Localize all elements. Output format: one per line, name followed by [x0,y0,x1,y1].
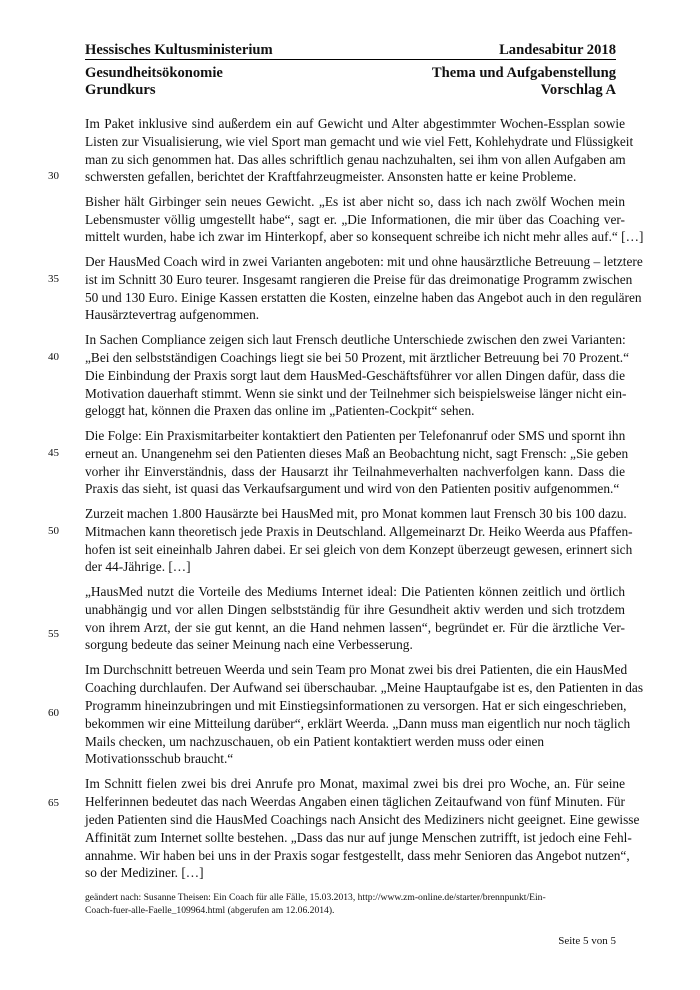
source-citation-line: geändert nach: Susanne Theisen: Ein Coach für alle Fälle, 15.03.2013, http://www.zm-online.de/starter/brennpunkt/Ein- [85,892,546,903]
text-line: sorgung bedeute das seiner Meinung nach eine Verbesserung. [85,637,413,652]
text-line: geloggt hat, können die Praxen das online im „Patienten-Cockpit“ sehen. [85,403,475,418]
text-line: ist im Schnitt 30 Euro teurer. Insgesamt rangieren die Preise für das dreimonatige Programm zwischen [85,272,633,287]
text-line: Die Einbindung der Praxis sorgt laut dem HausMed-Geschäftsführer vor allen Dingen dafür, dass die [85,368,625,383]
text-line: Der HausMed Coach wird in zwei Varianten angeboten: mit und ohne hausärztliche Betreuung – letztere [85,254,643,269]
text-line: Coaching durchlaufen. Der Aufwand sei überschaubar. „Meine Hauptaufgabe ist es, den Patienten in das [85,680,644,695]
text-line: Motivation dauerhaft stimmt. Wenn sie sinkt und der Teilnehmer sich beispielsweise länger nicht ein- [85,386,627,401]
text-line: Im Schnitt fielen zwei bis drei Anrufe pro Monat, maximal zwei bis drei pro Woche, an. Für seine [85,776,625,791]
text-line: In Sachen Compliance zeigen sich laut Frensch deutliche Unterschiede zwischen den zwei Varianten: [85,332,626,347]
text-line: Im Paket inklusive sind außerdem ein auf Gewicht und Alter abgestimmter Wochen-Essplan sowie [85,116,625,131]
text-line: der 44-Jährige. […] [85,559,191,574]
header-row-2 [85,65,616,82]
header-row-1 [85,42,616,59]
text-line: jeden Patienten sind die HausMed Coachings nach Ansicht des Mediziners nicht geeignet. Eine gewisse [85,812,640,827]
subject-name: Gesundheitsökonomie [85,65,223,81]
line-number: 55 [48,628,59,640]
text-line: Mails checken, um nachzuschauen, ob ein Patient kontaktiert werden muss oder einen [85,734,545,749]
text-line: man zu sich genommen hat. Das alles schriftlich genau nachzuhalten, sei ihm von allen Aufgaben am [85,152,626,167]
page-number: Seite 5 von 5 [558,935,616,947]
text-line: von ihrem Arzt, der sie gut kennt, an die Hand nehmen lassen“, begründet er. Für die ärztliche Ver- [85,620,625,635]
line-number: 50 [48,525,59,537]
line-number: 40 [48,351,59,363]
text-line: Zurzeit machen 1.800 Hausärzte bei HausMed mit, pro Monat kommen laut Frensch 30 bis 100 dazu. [85,506,627,521]
exam-name: Landesabitur 2018 [499,42,616,58]
text-line: annahme. Wir haben bei uns in der Praxis sogar festgestellt, dass mehr Senioren das Angebot nutzen“, [85,848,630,863]
header-row-3 [85,82,616,99]
text-line: so der Mediziner. […] [85,865,204,880]
text-line: Listen zur Visualisierung, wie viel Sport man gemacht und wie viel Fett, Kohlehydrate und Flüssigkeit [85,134,634,149]
text-line: hofen ist seit eineinhalb Jahren dabei. Er sei gleich von dem Konzept überzeugt gewesen, erinnert sich [85,542,633,557]
line-number: 65 [48,797,59,809]
text-line: Lebensmuster völlig umgestellt habe“, sagt er. „Die Informationen, die mir über das Coaching ver- [85,212,625,227]
line-number: 30 [48,170,59,182]
text-line: bekommen wir eine Mitteilung darüber“, erklärt Weerda. „Dann muss man eigentlich nur noch täglich [85,716,631,731]
text-line: mittelt wurden, habe ich zwar im Hinterkopf, aber so konsequent schreibe ich nicht mehr alles auf.“ […] [85,229,644,244]
text-line: Programm hineinzubringen und mit Einstiegsinformationen zu versorgen. Hat er sich eingeschrieben, [85,698,627,713]
text-line: Mitmachen kann theoretisch jede Praxis in Deutschland. Allgemeinarzt Dr. Heiko Weerda aus Pfaffen- [85,524,633,539]
text-line: Helferinnen bedeutet das nach Weerdas Angaben einen täglichen Zeitaufwand von fünf Minuten. Für [85,794,625,809]
text-line: Die Folge: Ein Praxismitarbeiter kontaktiert den Patienten per Telefonanruf oder SMS und spornt ihn [85,428,626,443]
line-number: 45 [48,447,59,459]
text-line: Im Durchschnitt betreuen Weerda und sein Team pro Monat zwei bis drei Patienten, die ein HausMed [85,662,628,677]
header-divider [85,59,616,60]
topic-label: Thema und Aufgabenstellung [431,65,616,81]
text-line: unabhängig und vor allen Dingen selbstständig für ihre Gesundheit aktiv werden und sich trotzdem [85,602,625,617]
line-number: 35 [48,273,59,285]
text-line: erneut an. Unangenehm sei den Patienten dieses Maß an Beobachtung nicht, sagt Frensch: „Sie geben [85,446,629,461]
ministry-name: Hessisches Kultusministerium [85,42,273,58]
text-line: schwersten gefallen, berichtet der Kraftfahrzeugmeister. Ansonsten hatte er keine Probleme. [85,169,577,184]
text-line: Affinität zum Internet sollte bestehen. „Dass das nur auf junge Menschen zutrifft, ist jedoch eine Fehl- [85,830,632,845]
text-line: 50 und 130 Euro. Einige Kassen erstatten die Kosten, einzelne haben das Angebot auch in den regulären [85,290,642,305]
source-citation-line: Coach-fuer-alle-Faelle_109964.html (abgerufen am 12.06.2014). [85,905,335,916]
course-name: Grundkurs [85,82,156,98]
line-number: 60 [48,707,59,719]
text-line: „Bei den selbstständigen Coachings liegt sie bei 50 Prozent, mit ärztlicher Betreuung bei 70 Prozent.“ [85,350,629,365]
proposal-label: Vorschlag A [540,82,616,98]
text-line: Bisher hält Girbinger sein neues Gewicht. „Es ist aber nicht so, dass ich nach zwölf Wochen mein [85,194,625,209]
text-line: „HausMed nutzt die Vorteile des Mediums Internet ideal: Die Patienten können zeitlich und örtlich [85,584,625,599]
text-line: vorher ihr Einverständnis, dass der Hausarzt ihr Teilnahmeverhalten nachverfolgen kann. Dass die [85,464,625,479]
text-line: Motivationsschub braucht.“ [85,751,234,766]
text-line: Hausärztevertrag aufgenommen. [85,307,260,322]
text-line: Praxis das sieht, ist quasi das Verkaufsargument und wird von den Patienten positiv aufgenommen.“ [85,481,620,496]
